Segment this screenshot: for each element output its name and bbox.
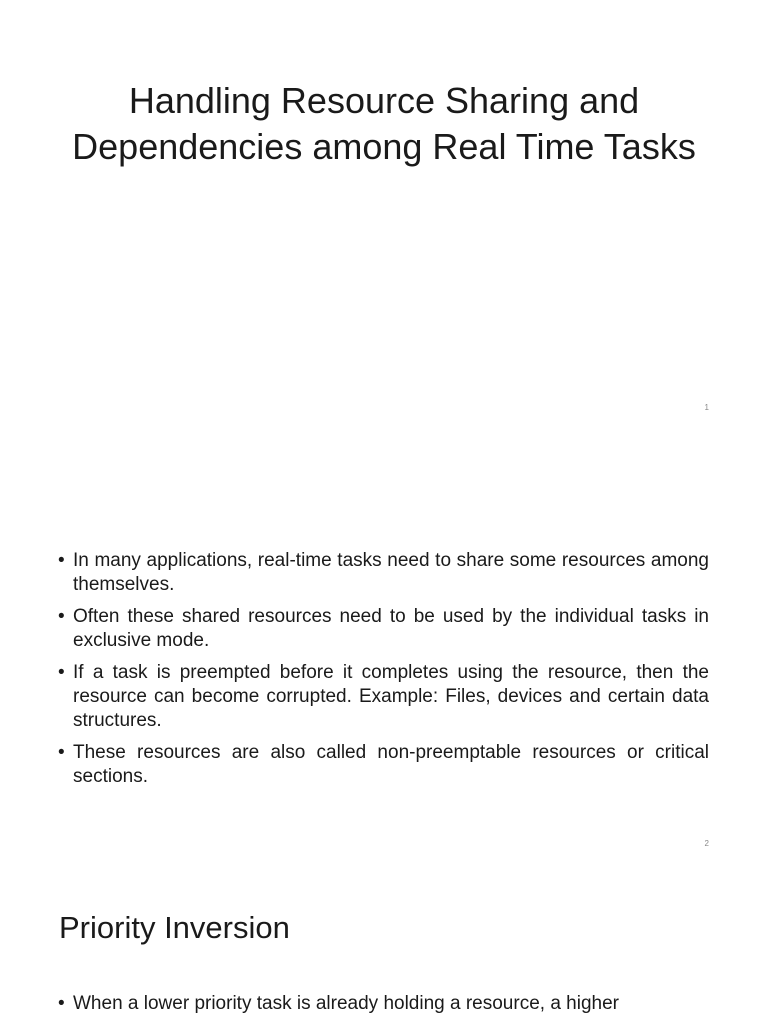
slide-number: 1 [704, 403, 709, 412]
bullet-list [58, 992, 709, 1024]
bullet-item [58, 741, 709, 789]
bullet-icon: • [58, 550, 65, 571]
bullet-text: If a task is preempted before it completes using the resource, then the resource can become corrupted. Example: Files, devices and certain data structures. [73, 662, 709, 731]
bullet-icon: • [58, 742, 65, 763]
slide-1 [0, 0, 768, 432]
slide-heading: Priority Inversion [59, 910, 290, 945]
bullet-icon: • [58, 993, 65, 1014]
bullet-text: When a lower priority task is already holding a resource, a higher [73, 993, 619, 1014]
bullet-text: In many applications, real-time tasks need to share some resources among themselves. [73, 550, 709, 595]
slide-2 [0, 432, 768, 864]
bullet-item [58, 549, 709, 597]
bullet-item [58, 992, 709, 1016]
bullet-text: These resources are also called non-preemptable resources or critical sections. [73, 742, 709, 787]
bullet-list [58, 549, 709, 797]
bullet-icon: • [58, 662, 65, 683]
bullet-item [58, 605, 709, 653]
slide-3 [0, 864, 768, 1024]
bullet-text: Often these shared resources need to be used by the individual tasks in exclusive mode. [73, 606, 709, 651]
slide-number: 2 [704, 839, 709, 848]
slide-title: Handling Resource Sharing and Dependencies among Real Time Tasks [72, 80, 696, 167]
bullet-item [58, 661, 709, 733]
bullet-icon: • [58, 606, 65, 627]
